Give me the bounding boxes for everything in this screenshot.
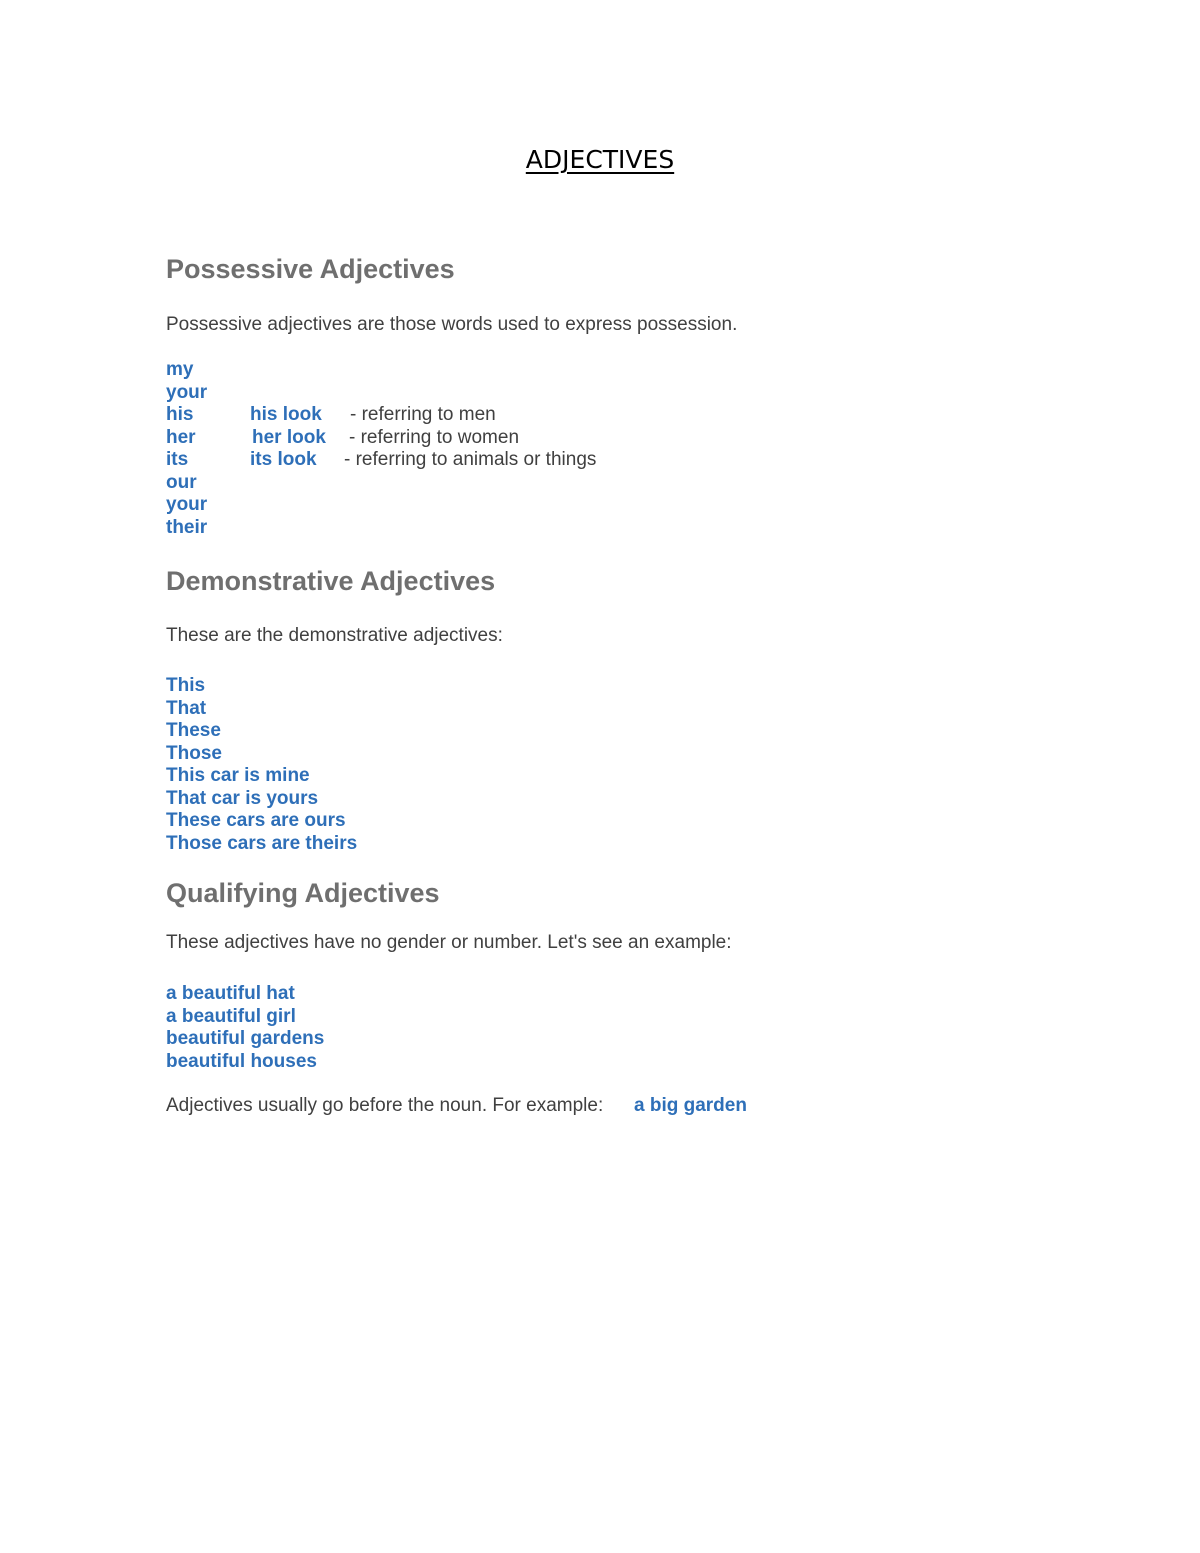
demonstrative-example: These cars are ours (166, 810, 346, 831)
possessive-word: our (166, 471, 197, 493)
list-item (166, 743, 357, 766)
list-item (166, 765, 357, 788)
list-item (166, 494, 207, 517)
list-item (166, 810, 357, 833)
qualifying-example: beautiful gardens (166, 1028, 325, 1049)
possessive-list (166, 359, 597, 539)
document-title: ADJECTIVES (525, 145, 675, 174)
list-item (166, 449, 597, 472)
possessive-word: his (166, 404, 194, 425)
possessive-word: your (166, 381, 208, 403)
list-item (166, 788, 357, 811)
list-item (166, 1028, 324, 1051)
possessive-example: its look (250, 449, 317, 470)
possessive-intro: Possessive adjectives are those words used to express possession. (166, 314, 738, 335)
possessive-word: their (166, 516, 208, 538)
qualifying-example: a beautiful girl (166, 1005, 296, 1027)
closing-example: a big garden (634, 1095, 747, 1116)
list-item (166, 720, 357, 743)
possessive-word: her (166, 426, 196, 448)
list-item (166, 359, 207, 382)
possessive-note: - referring to men (350, 404, 496, 425)
possessive-note: - referring to women (349, 426, 520, 448)
demonstrative-list (166, 675, 357, 855)
demonstrative-intro: These are the demonstrative adjectives: (166, 625, 503, 646)
list-item (166, 1051, 324, 1074)
possessive-word: my (166, 359, 194, 380)
qualifying-intro: These adjectives have no gender or number. Let's see an example: (166, 932, 732, 953)
list-item (166, 517, 207, 540)
qualifying-example: beautiful houses (166, 1050, 317, 1072)
possessive-example: his look (250, 404, 322, 425)
list-item (166, 833, 357, 856)
list-item (166, 983, 324, 1006)
demonstrative-word: That (166, 697, 207, 719)
list-item (166, 382, 207, 405)
demonstrative-example: This car is mine (166, 765, 310, 786)
possessive-example: her look (252, 426, 326, 448)
demonstrative-word: This (166, 675, 206, 696)
qualifying-heading: Qualifying Adjectives (166, 878, 440, 908)
possessive-word: your (166, 494, 208, 515)
qualifying-example: a beautiful hat (166, 983, 295, 1004)
list-item (166, 426, 520, 450)
qualifying-list (166, 983, 324, 1073)
closing-line (166, 1094, 1066, 1118)
possessive-heading: Possessive Adjectives (166, 254, 455, 284)
demonstrative-word: These (166, 720, 221, 741)
closing-text: Adjectives usually go before the noun. For example: (166, 1095, 604, 1116)
list-item (166, 1006, 324, 1029)
list-item (166, 404, 496, 427)
list-item (166, 698, 357, 721)
demonstrative-heading: Demonstrative Adjectives (166, 566, 496, 596)
demonstrative-example: That car is yours (166, 787, 319, 809)
list-item (166, 675, 357, 698)
possessive-word: its (166, 449, 189, 470)
possessive-note: - referring to animals or things (344, 449, 597, 470)
demonstrative-example: Those cars are theirs (166, 832, 358, 854)
demonstrative-word: Those (166, 742, 222, 764)
list-item (166, 472, 207, 495)
